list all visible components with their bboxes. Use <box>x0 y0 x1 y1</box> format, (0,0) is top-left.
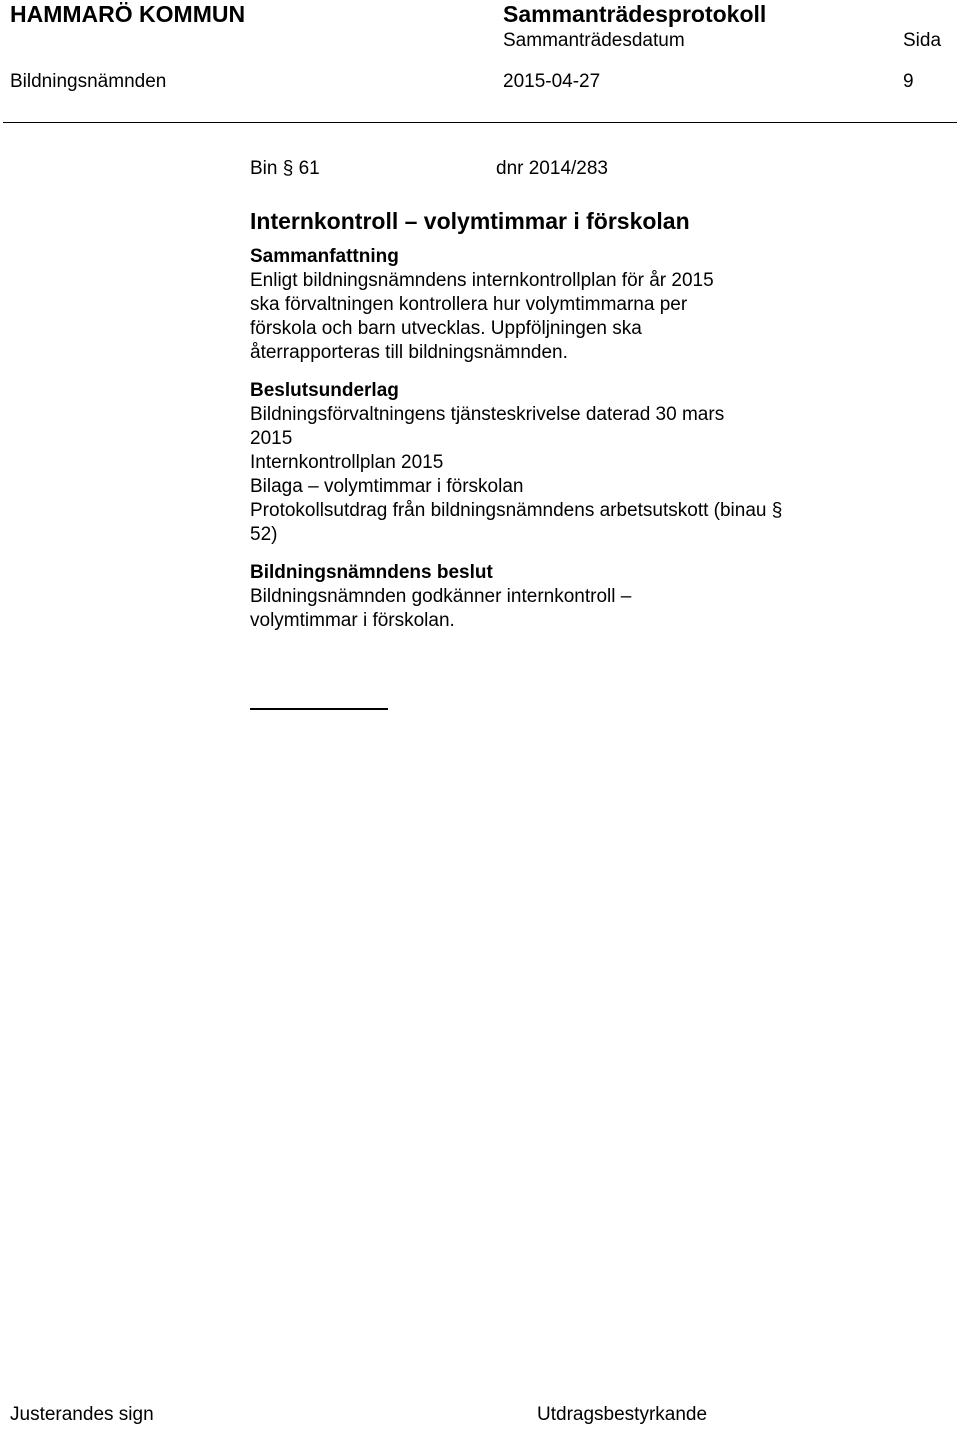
section-heading: Sammanfattning <box>250 246 399 267</box>
text-line: Protokollsutdrag från bildningsnämndens arbetsutskott (binau § <box>250 500 783 521</box>
text-line: Bildningsförvaltningens tjänsteskrivelse daterad 30 mars <box>250 404 725 425</box>
meeting-date-label: Sammanträdesdatum <box>503 30 685 51</box>
footer-justerandes-sign: Justerandes sign <box>10 1404 154 1425</box>
case-title: Internkontroll – volymtimmar i förskolan <box>250 208 690 234</box>
document-type: Sammanträdesprotokoll <box>503 1 767 27</box>
municipality-name: HAMMARÖ KOMMUN <box>10 1 246 27</box>
text-line: volymtimmar i förskolan. <box>250 610 455 631</box>
text-line: återrapporteras till bildningsnämnden. <box>250 342 568 363</box>
section-decision-basis <box>250 379 850 547</box>
protocol-body <box>250 157 850 633</box>
text-line: 52) <box>250 524 278 545</box>
text-line: förskola och barn utvecklas. Uppföljningen ska <box>250 318 642 339</box>
section-heading: Bildningsnämndens beslut <box>250 562 493 583</box>
footer-utdragsbestyrkande: Utdragsbestyrkande <box>537 1404 708 1425</box>
case-reference <box>250 157 850 181</box>
section-heading: Beslutsunderlag <box>250 380 399 401</box>
section-decision <box>250 561 850 633</box>
meeting-date: 2015-04-27 <box>503 71 601 92</box>
text-line: Bildningsnämnden godkänner internkontroll – <box>250 586 632 607</box>
text-line: Internkontrollplan 2015 <box>250 452 444 473</box>
case-dnr: dnr 2014/283 <box>496 158 608 179</box>
committee-name: Bildningsnämnden <box>10 71 167 92</box>
text-line: 2015 <box>250 428 293 449</box>
text-line: Enligt bildningsnämndens internkontrollplan för år 2015 <box>250 270 714 291</box>
page-number: 9 <box>903 71 914 92</box>
case-paragraph: Bin § 61 <box>250 158 320 179</box>
header-divider <box>3 122 957 123</box>
end-of-section-rule <box>250 708 388 710</box>
section-summary <box>250 245 850 365</box>
page-label: Sida <box>903 30 942 51</box>
text-line: ska förvaltningen kontrollera hur volymtimmarna per <box>250 294 688 315</box>
text-line: Bilaga – volymtimmar i förskolan <box>250 476 524 497</box>
